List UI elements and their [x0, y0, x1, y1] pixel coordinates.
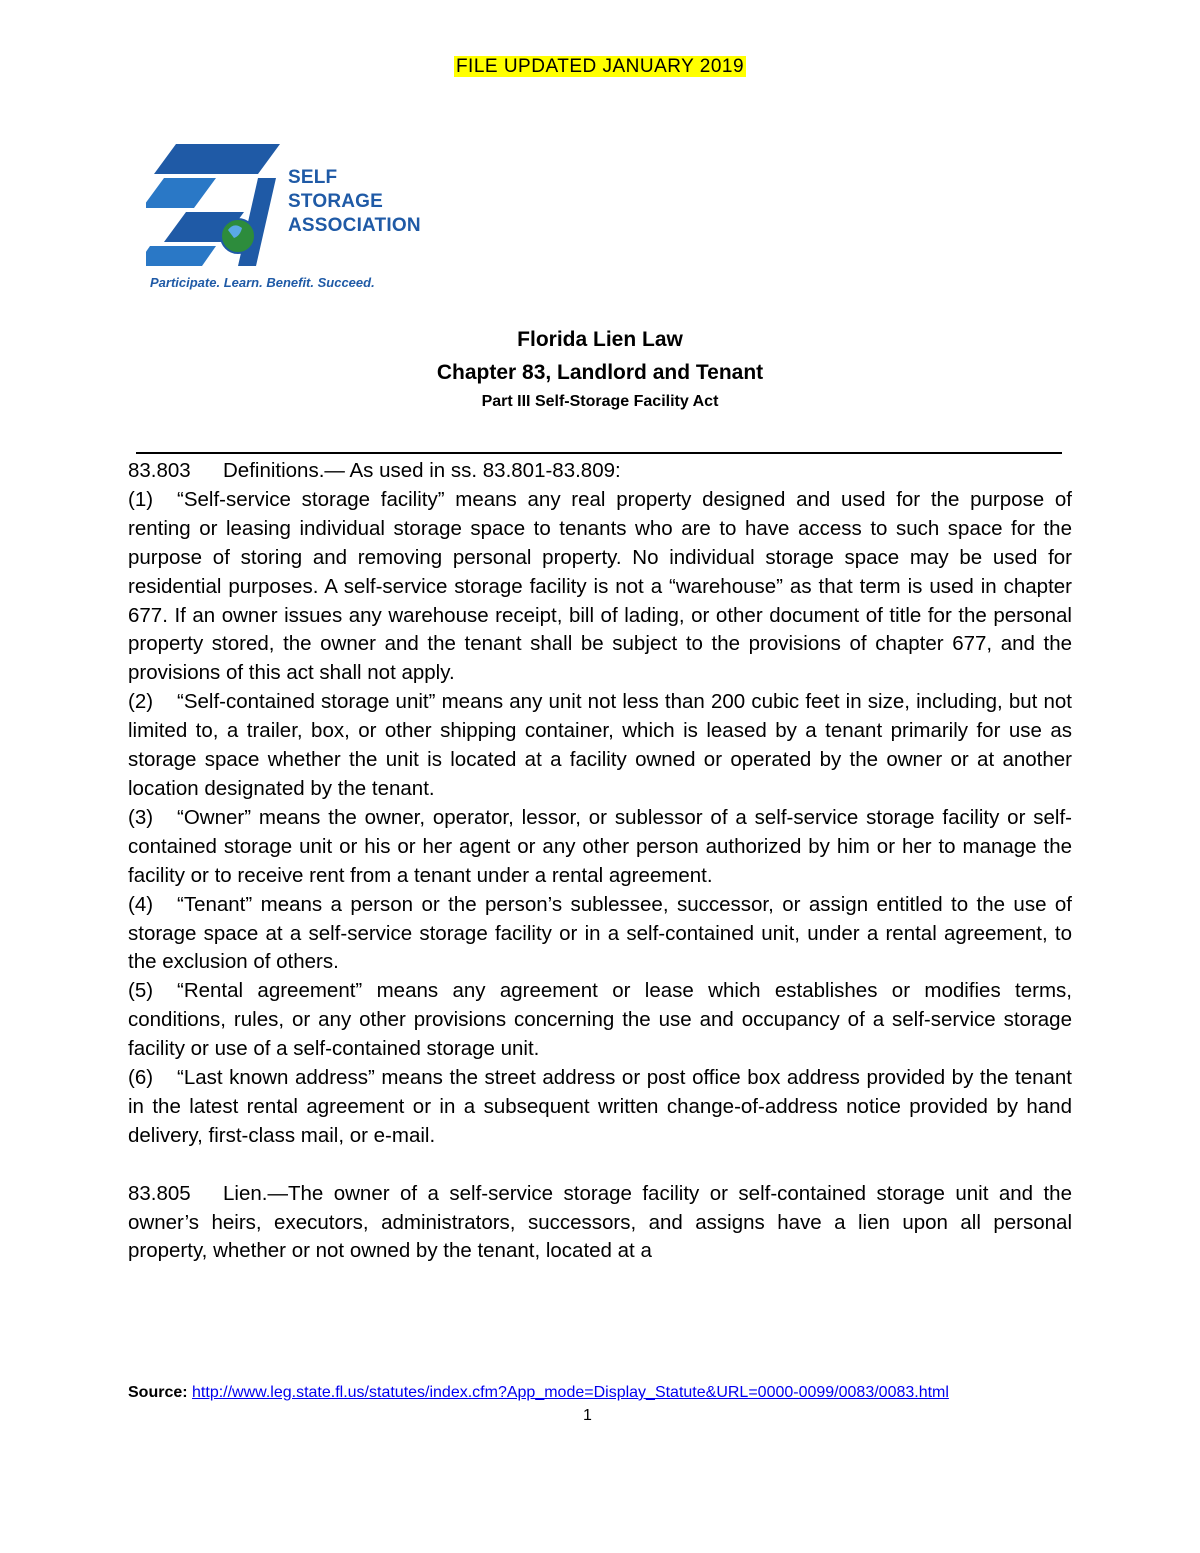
source-label: Source: — [128, 1384, 188, 1401]
banner-text: FILE UPDATED JANUARY 2019 — [455, 56, 745, 77]
logo-line-1: SELF — [288, 167, 338, 188]
item-text: “Owner” means the owner, operator, lessor, or sublessor of a self-service storage facility or self-contained storage unit or his or her agent or any other person authorized by him or her to manage the facility or to receive rent from a tenant under a rental agreement. — [128, 805, 1072, 887]
item-text: “Self-contained storage unit” means any unit not less than 200 cubic feet in size, including, but not limited to, a trailer, box, or other shipping container, which is leased by a tenant primarily for use as storage space whether the unit is located at a facility owned or operated by the owner or at another location designated by the tenant. — [128, 690, 1072, 800]
logo-wordmark — [288, 166, 421, 238]
paragraph-gap — [128, 1151, 1072, 1180]
section-text: Lien.—The owner of a self-service storage facility or self-contained storage unit and the owner’s heirs, executors, administrators, successors, and assigns have a lien upon all personal property, whether or not owned by the tenant, located at a — [128, 1181, 1072, 1263]
logo-line-3: ASSOCIATION — [288, 215, 421, 236]
item-number: (4) — [128, 892, 154, 916]
page-number: 1 — [583, 1407, 592, 1424]
item-number: (2) — [128, 690, 154, 714]
item-number: (3) — [128, 805, 154, 829]
statute-body — [128, 457, 1072, 1266]
page-footer — [128, 1380, 1072, 1406]
definition-item — [128, 486, 1072, 688]
section-text: Definitions.— As used in ss. 83.801-83.809: — [223, 459, 621, 482]
definition-item — [128, 804, 1072, 891]
file-updated-banner — [0, 56, 1200, 78]
document-title: Florida Lien Law — [517, 328, 683, 351]
logo-tagline: Participate. Learn. Benefit. Succeed. — [150, 275, 375, 290]
title-divider — [136, 452, 1062, 454]
document-titles — [0, 324, 1200, 414]
item-number: (6) — [128, 1066, 154, 1090]
item-text: “Tenant” means a person or the person’s sublessee, successor, or assign entitled to the use of storage space at a self-service storage facility or in a self-contained unit, under a rental agreement, to the exclusion of others. — [128, 892, 1072, 974]
source-link[interactable]: http://www.leg.state.fl.us/statutes/index.cfm?App_mode=Display_Statute&URL=0000-0099/0083/0083.html — [192, 1384, 949, 1401]
definition-item — [128, 688, 1072, 804]
item-text: “Self-service storage facility” means any real property designed and used for the purpose of renting or leasing individual storage space to tenants who are to have access to such space for the purpose of storing and removing personal property. No individual storage space may be used for residential purposes. A self-service storage facility is not a “warehouse” as that term is used in chapter 677. If an owner issues any warehouse receipt, bill of lading, or other document of title for the personal property stored, the owner and the tenant shall be subject to the provisions of chapter 677, and the provisions of this act shall not apply. — [128, 487, 1072, 685]
document-part: Part III Self-Storage Facility Act — [481, 393, 719, 410]
definition-item — [128, 1064, 1072, 1151]
document-subtitle: Chapter 83, Landlord and Tenant — [436, 361, 764, 384]
section-number: 83.805 — [128, 1181, 191, 1205]
logo-line-2: STORAGE — [288, 191, 384, 212]
item-number: (1) — [128, 487, 154, 511]
definition-item — [128, 891, 1072, 978]
self-storage-association-logo — [146, 138, 436, 298]
section-heading — [128, 457, 1072, 486]
definition-item — [128, 977, 1072, 1064]
item-text: “Rental agreement” means any agreement or lease which establishes or modifies terms, conditions, rules, or any other provisions concerning the use and occupancy of a self-service storage facility or use of a self-contained storage unit. — [128, 979, 1072, 1061]
section-heading — [128, 1180, 1072, 1267]
ssa-emblem-icon — [146, 138, 286, 270]
item-number: (5) — [128, 979, 154, 1003]
item-text: “Last known address” means the street address or post office box address provided by the tenant in the latest rental agreement or in a subsequent written change-of-address notice provided by hand delivery, first-class mail, or e-mail. — [128, 1066, 1072, 1147]
section-number: 83.803 — [128, 459, 191, 482]
